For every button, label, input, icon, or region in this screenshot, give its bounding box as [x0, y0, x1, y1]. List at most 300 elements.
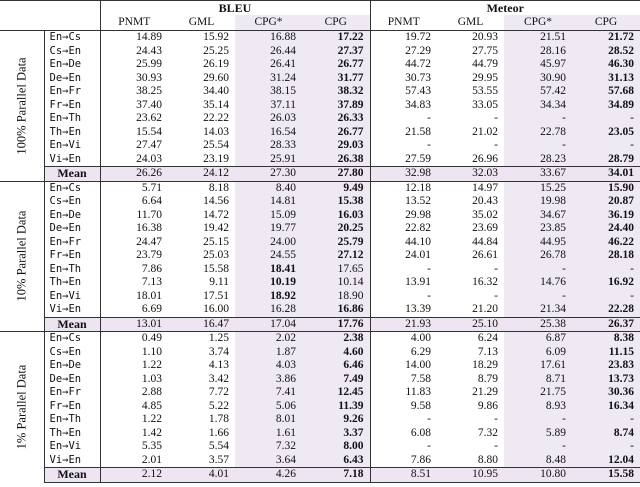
table-row [0, 400, 640, 414]
score-cell: - [572, 413, 640, 427]
score-cell: 1.10 [141, 345, 162, 358]
score-cell: 17.22 [302, 31, 370, 45]
score-cell: - [504, 112, 572, 126]
score-cell: 26.96 [472, 152, 498, 165]
score-cell: 8.40 [235, 181, 302, 195]
language-pair-cell: Th→En [44, 276, 100, 290]
mean-label: Mean [44, 317, 100, 332]
table-row [0, 373, 640, 387]
score-cell: 24.47 [136, 235, 162, 248]
score-cell: 21.51 [504, 31, 572, 45]
corner-cell [44, 1, 100, 16]
language-pair-cell: Th→En [44, 126, 100, 140]
score-cell: 28.33 [235, 139, 302, 153]
language-pair-cell: En→Fr [44, 236, 100, 250]
score-cell: 46.30 [572, 58, 640, 72]
score-cell: 3.37 [302, 427, 370, 441]
results-table-body [0, 31, 640, 483]
score-cell: 5.71 [100, 181, 168, 195]
score-cell: 44.95 [504, 236, 572, 250]
score-cell: 29.03 [302, 139, 370, 153]
score-cell: 6.46 [302, 359, 370, 373]
score-cell: 5.35 [141, 440, 162, 452]
language-pair-cell: En→Vi [44, 139, 100, 153]
mean-score-cell: 33.67 [504, 167, 572, 182]
score-cell: 19.98 [504, 195, 572, 209]
score-cell: 6.43 [302, 454, 370, 468]
score-cell: 26.78 [504, 249, 572, 263]
score-cell: 6.08 [410, 426, 431, 439]
score-cell: 4.00 [370, 332, 437, 346]
score-cell: 14.81 [235, 195, 302, 209]
language-pair-cell: En→De [44, 209, 100, 223]
score-cell: 13.39 [405, 303, 431, 315]
mean-score-cell: 25.10 [437, 317, 504, 332]
score-cell: 34.67 [504, 209, 572, 223]
mean-score-cell: 15.58 [572, 468, 640, 483]
score-cell: 4.85 [141, 399, 162, 412]
col-header-meteor-cpg: CPG [572, 15, 640, 31]
score-cell: 25.79 [302, 236, 370, 250]
score-cell: 11.15 [572, 346, 640, 360]
score-cell: - [427, 112, 431, 124]
score-cell: 44.79 [472, 58, 498, 70]
mean-score-cell: 7.18 [302, 468, 370, 483]
score-cell: 6.29 [410, 345, 431, 358]
section-label-text: 10% Parallel Data [14, 210, 28, 302]
score-cell: 45.97 [504, 58, 572, 72]
mean-score-cell: 2.12 [100, 468, 168, 483]
score-cell: 7.41 [235, 386, 302, 400]
score-cell: 22.78 [504, 126, 572, 140]
score-cell: 21.58 [405, 125, 431, 138]
language-pair-cell: Fr→En [44, 99, 100, 113]
score-cell: 25.15 [203, 235, 229, 248]
score-cell: 57.42 [504, 85, 572, 99]
table-row [0, 72, 640, 86]
table-row [0, 45, 640, 59]
score-cell: 14.00 [405, 359, 431, 371]
section-label-text: 100% Parallel Data [14, 57, 28, 155]
score-cell: 31.77 [302, 72, 370, 86]
score-cell: 9.49 [302, 181, 370, 195]
score-cell: 17.51 [203, 289, 229, 302]
col-header-bleu-gml: GML [168, 15, 235, 31]
score-cell: 2.88 [141, 386, 162, 398]
table-row [0, 276, 640, 290]
score-cell: 27.37 [302, 45, 370, 59]
score-cell: 26.44 [235, 45, 302, 59]
meteor-group-header: Meteor [370, 1, 640, 16]
score-cell: 15.58 [203, 262, 229, 275]
score-cell: - [572, 139, 640, 153]
score-cell: 44.84 [472, 235, 498, 248]
table-row [0, 359, 640, 373]
score-cell: - [504, 139, 572, 153]
table-row [0, 222, 640, 236]
score-cell: 14.72 [203, 208, 229, 221]
score-cell: 2.38 [302, 332, 370, 346]
score-cell: 1.66 [208, 426, 229, 439]
score-cell: 28.79 [572, 153, 640, 167]
mean-score-cell: 24.12 [168, 167, 235, 182]
score-cell: 9.11 [209, 276, 229, 288]
score-cell: 20.43 [472, 195, 498, 207]
score-cell: 11.70 [136, 208, 162, 221]
score-cell: 26.41 [235, 58, 302, 72]
language-pair-cell: En→Th [44, 413, 100, 427]
score-cell: 13.52 [405, 195, 431, 207]
score-cell: 24.40 [572, 222, 640, 236]
score-cell: 28.16 [504, 45, 572, 59]
table-row [0, 413, 640, 427]
score-cell: 25.03 [203, 249, 229, 261]
score-cell: 2.02 [235, 332, 302, 346]
score-cell: 25.91 [235, 153, 302, 167]
score-cell: 44.72 [405, 58, 431, 70]
table-row [0, 454, 640, 468]
score-cell: 3.64 [235, 454, 302, 468]
score-cell: 8.38 [572, 332, 640, 346]
score-cell: 8.93 [504, 400, 572, 414]
table-row [0, 181, 640, 195]
score-cell: 13.73 [572, 373, 640, 387]
col-header-bleu-pnmt: PNMT [100, 15, 168, 31]
score-cell: - [427, 440, 431, 452]
score-cell: 22.82 [405, 222, 431, 234]
mean-score-cell: 4.01 [168, 468, 235, 483]
score-cell: 27.12 [302, 249, 370, 263]
table-row [0, 31, 640, 45]
score-cell: 20.93 [472, 31, 498, 43]
mean-score-cell: 17.04 [235, 317, 302, 332]
table-row [0, 58, 640, 72]
score-cell: 18.29 [472, 359, 498, 371]
score-cell: 1.87 [235, 346, 302, 360]
score-cell: 28.52 [572, 45, 640, 59]
language-pair-cell: En→De [44, 58, 100, 72]
score-cell: 34.34 [504, 99, 572, 113]
score-cell: - [427, 413, 431, 425]
score-cell: 37.89 [302, 99, 370, 113]
score-cell: 23.69 [472, 222, 498, 234]
score-cell: 38.25 [136, 85, 162, 97]
mean-score-cell: 34.01 [572, 167, 640, 182]
score-cell: 7.49 [302, 373, 370, 387]
score-cell: - [494, 262, 498, 275]
score-cell: 27.59 [405, 152, 431, 165]
score-cell: 7.72 [208, 386, 229, 398]
table-row [0, 332, 640, 346]
score-cell: 24.55 [235, 249, 302, 263]
score-cell: 10.14 [302, 276, 370, 290]
table-row [0, 263, 640, 277]
score-cell: 12.18 [370, 181, 437, 195]
score-cell: 44.10 [405, 235, 431, 248]
language-pair-cell: Cs→En [44, 346, 100, 360]
score-cell: - [572, 263, 640, 277]
table-row [0, 290, 640, 304]
score-cell: 1.61 [235, 427, 302, 441]
score-cell: 30.90 [504, 72, 572, 86]
mean-score-cell: 25.38 [504, 317, 572, 332]
score-cell: 34.89 [572, 99, 640, 113]
score-cell: 21.29 [472, 386, 498, 398]
mean-score-cell: 27.80 [302, 167, 370, 182]
score-cell: 19.42 [203, 222, 229, 234]
score-cell: 6.87 [504, 332, 572, 346]
score-cell: 23.62 [136, 112, 162, 124]
score-cell: 4.03 [235, 359, 302, 373]
mean-score-cell: 26.26 [100, 167, 168, 182]
score-cell: 19.77 [235, 222, 302, 236]
table-row [0, 153, 640, 167]
score-cell: 6.64 [141, 195, 162, 207]
language-pair-cell: En→Fr [44, 386, 100, 400]
score-cell: 30.36 [572, 386, 640, 400]
bleu-group-header: BLEU [100, 1, 370, 16]
table-row [0, 346, 640, 360]
language-pair-cell: Vi→En [44, 303, 100, 317]
language-pair-cell: En→Th [44, 263, 100, 277]
score-cell: 24.01 [405, 249, 431, 261]
score-cell: 38.32 [302, 85, 370, 99]
score-cell: - [494, 139, 498, 151]
score-cell: 21.75 [504, 386, 572, 400]
section-label [0, 332, 44, 483]
score-cell: 31.13 [572, 72, 640, 86]
score-cell: 21.34 [504, 303, 572, 317]
table-row [0, 99, 640, 113]
language-pair-cell: Fr→En [44, 249, 100, 263]
col-header-meteor-pnmt: PNMT [370, 15, 437, 31]
score-cell: 46.22 [572, 236, 640, 250]
score-cell: 18.92 [235, 290, 302, 304]
score-cell: 15.09 [235, 209, 302, 223]
score-cell: 5.06 [235, 400, 302, 414]
score-cell: 8.71 [504, 373, 572, 387]
score-cell: 27.75 [472, 44, 498, 57]
score-cell: 1.03 [141, 372, 162, 385]
score-cell: 21.72 [572, 31, 640, 45]
score-cell: 30.93 [136, 71, 162, 84]
score-cell: 28.23 [504, 153, 572, 167]
mean-score-cell: 16.47 [168, 317, 235, 332]
score-cell: - [504, 263, 572, 277]
language-pair-cell: En→Cs [44, 31, 100, 45]
score-cell: 8.80 [477, 453, 498, 466]
mean-score-cell: 27.30 [235, 167, 302, 182]
score-cell: 27.29 [405, 44, 431, 57]
score-cell: 26.33 [302, 112, 370, 126]
score-cell: 6.69 [141, 303, 162, 315]
score-cell: 15.90 [572, 181, 640, 195]
score-cell: 1.22 [141, 413, 162, 425]
score-cell: - [427, 289, 431, 302]
score-cell: 14.97 [437, 181, 504, 195]
score-cell: 14.03 [203, 125, 229, 138]
score-cell: 19.72 [405, 31, 431, 43]
table-row [0, 85, 640, 99]
score-cell: 15.38 [302, 195, 370, 209]
score-cell: 2.01 [141, 453, 162, 466]
score-cell: 24.00 [235, 236, 302, 250]
mean-score-cell: 32.98 [370, 167, 437, 182]
score-cell: 20.25 [302, 222, 370, 236]
score-cell: 4.60 [302, 346, 370, 360]
table-row [0, 236, 640, 250]
score-cell: 12.45 [302, 386, 370, 400]
score-cell: 5.89 [504, 427, 572, 441]
score-cell: 10.19 [235, 276, 302, 290]
table-row [0, 303, 640, 317]
score-cell: 23.79 [136, 249, 162, 261]
score-cell: 13.91 [405, 276, 431, 288]
score-cell: 6.09 [504, 346, 572, 360]
score-cell: 35.14 [203, 98, 229, 111]
score-cell: 57.43 [405, 85, 431, 97]
language-pair-cell: En→Vi [44, 440, 100, 454]
score-cell: 24.43 [136, 44, 162, 57]
score-cell: 4.13 [208, 359, 229, 371]
mean-score-cell: 21.93 [370, 317, 437, 332]
score-cell: 16.32 [472, 276, 498, 288]
score-cell: 8.79 [477, 372, 498, 385]
score-cell: 53.55 [472, 85, 498, 97]
score-cell: 1.25 [168, 332, 235, 346]
score-cell: 16.92 [572, 276, 640, 290]
mean-row [0, 317, 640, 332]
score-cell: 26.61 [472, 249, 498, 261]
score-cell: 18.01 [136, 289, 162, 302]
score-cell: 29.95 [472, 71, 498, 84]
corner-cell [44, 15, 100, 31]
score-cell: 22.28 [572, 303, 640, 317]
score-cell: 7.32 [477, 426, 498, 439]
score-cell: - [427, 139, 431, 151]
score-cell: 18.90 [302, 290, 370, 304]
col-header-bleu-cpg: CPG [302, 15, 370, 31]
score-cell: 3.42 [208, 372, 229, 385]
score-cell: - [504, 413, 572, 427]
score-cell: 23.83 [572, 359, 640, 373]
language-pair-cell: Vi→En [44, 153, 100, 167]
language-pair-cell: Vi→En [44, 454, 100, 468]
score-cell: 28.18 [572, 249, 640, 263]
col-header-meteor-cpg-star: CPG* [504, 15, 572, 31]
mean-label: Mean [44, 167, 100, 182]
mean-score-cell: 10.95 [437, 468, 504, 483]
table-row [0, 112, 640, 126]
score-cell: 0.49 [100, 332, 168, 346]
score-cell: - [504, 440, 572, 454]
score-cell: 16.86 [302, 303, 370, 317]
score-cell: - [494, 289, 498, 302]
score-cell: 1.42 [141, 426, 162, 439]
score-cell: 14.89 [136, 31, 162, 43]
score-cell: 16.54 [235, 126, 302, 140]
score-cell: 25.54 [203, 139, 229, 151]
mean-label: Mean [44, 468, 100, 483]
score-cell: 14.76 [504, 276, 572, 290]
score-cell: 33.05 [472, 98, 498, 111]
table-row [0, 209, 640, 223]
score-cell: 17.61 [504, 359, 572, 373]
score-cell: - [494, 413, 498, 425]
score-cell: - [427, 262, 431, 275]
mean-score-cell: 13.01 [100, 317, 168, 332]
score-cell: 29.60 [203, 71, 229, 84]
score-cell: - [572, 112, 640, 126]
score-cell: 8.48 [504, 454, 572, 468]
mean-score-cell: 10.80 [504, 468, 572, 483]
table-row [0, 427, 640, 441]
col-header-bleu-cpg-star: CPG* [235, 15, 302, 31]
score-cell: 15.54 [136, 125, 162, 138]
score-cell: 8.74 [572, 427, 640, 441]
score-cell: 21.02 [472, 125, 498, 138]
score-cell: 34.83 [405, 98, 431, 111]
language-pair-cell: De→En [44, 72, 100, 86]
score-cell: 27.47 [136, 139, 162, 151]
score-cell: 26.77 [302, 126, 370, 140]
score-cell: 3.74 [208, 345, 229, 358]
score-cell: 7.13 [141, 276, 162, 288]
score-cell: - [504, 290, 572, 304]
table-row [0, 126, 640, 140]
score-cell: 7.13 [477, 345, 498, 358]
mean-score-cell: 4.26 [235, 468, 302, 483]
score-cell: 26.19 [203, 58, 229, 70]
score-cell: 1.22 [141, 359, 162, 371]
score-cell: 23.05 [572, 126, 640, 140]
score-cell: 12.04 [572, 454, 640, 468]
col-header-meteor-gml: GML [437, 15, 504, 31]
language-pair-cell: En→Th [44, 112, 100, 126]
score-cell: 25.99 [136, 58, 162, 70]
score-cell: 8.01 [235, 413, 302, 427]
language-pair-cell: De→En [44, 373, 100, 387]
section-label-text: 1% Parallel Data [14, 364, 28, 450]
score-cell: 8.00 [302, 440, 370, 454]
score-cell: 26.03 [235, 112, 302, 126]
score-cell: 26.38 [302, 153, 370, 167]
mean-score-cell: 17.76 [302, 317, 370, 332]
mean-score-cell: 32.03 [437, 167, 504, 182]
score-cell: 15.92 [203, 31, 229, 43]
score-cell: 37.11 [235, 99, 302, 113]
score-cell: - [494, 112, 498, 124]
score-cell: 5.22 [208, 399, 229, 412]
score-cell: 6.24 [437, 332, 504, 346]
score-cell: 9.26 [302, 413, 370, 427]
score-cell: 16.88 [235, 31, 302, 45]
score-cell: 1.78 [208, 413, 229, 425]
section-label [0, 31, 44, 182]
score-cell: 36.19 [572, 209, 640, 223]
score-cell: 16.34 [572, 400, 640, 414]
score-cell: 35.02 [472, 208, 498, 221]
score-cell: 34.40 [203, 85, 229, 97]
corner-cell [0, 15, 44, 31]
mean-row [0, 468, 640, 483]
mean-score-cell: 8.51 [370, 468, 437, 483]
score-cell: 17.65 [302, 263, 370, 277]
score-cell: 14.56 [203, 195, 229, 207]
score-cell: 7.58 [410, 372, 431, 385]
table-row [0, 139, 640, 153]
language-pair-cell: En→Cs [44, 181, 100, 195]
